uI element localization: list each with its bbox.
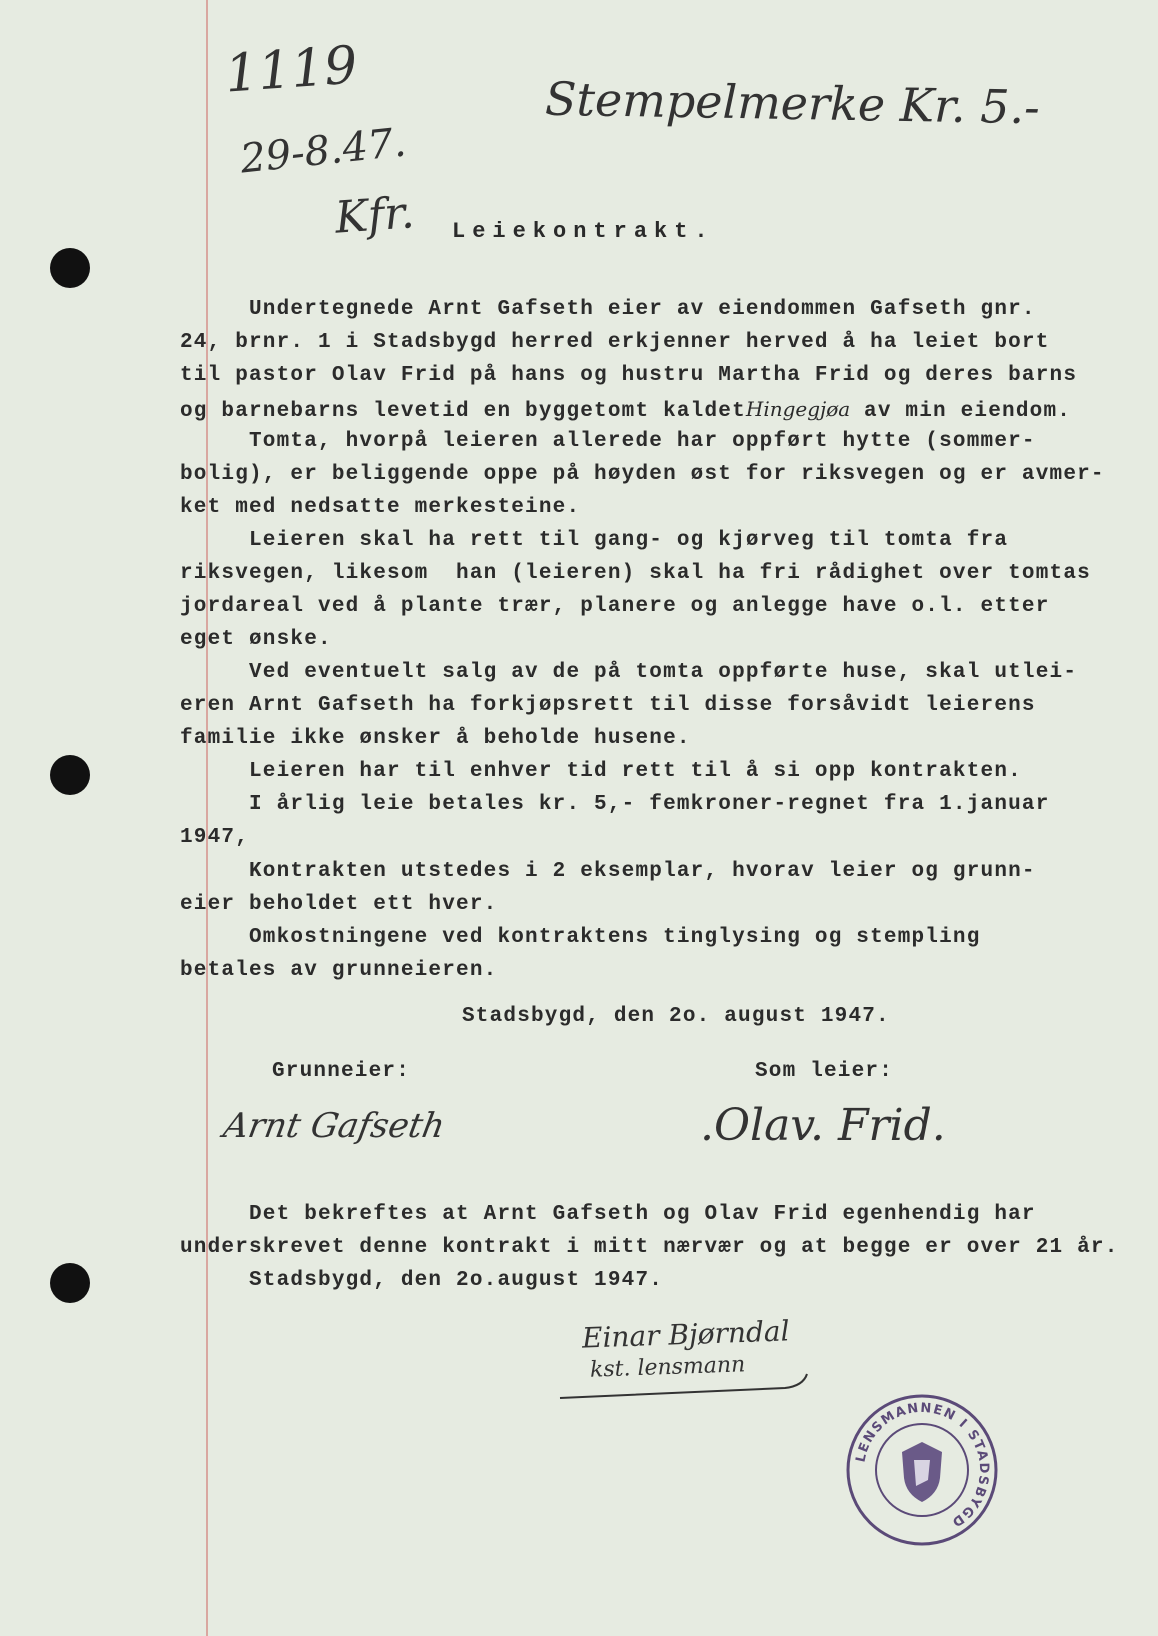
margin-rule <box>206 0 208 1636</box>
stamp-duty-note: Stempelmerke Kr. 5.- <box>544 71 1041 135</box>
official-stamp <box>842 1390 1002 1550</box>
landowner-label: Grunneier: <box>272 1060 411 1083</box>
body-line: Leieren har til enhver tid rett til å si opp kontrakten. <box>180 760 1022 783</box>
body-line: til pastor Olav Frid på hans og hustru Martha Frid og deres barns <box>180 364 1078 387</box>
body-line: Kontrakten utstedes i 2 eksemplar, hvorav leier og grunn- <box>180 860 1036 883</box>
body-line: familie ikke ønsker å beholde husene. <box>180 727 691 750</box>
body-line: bolig), er beliggende oppe på høyden øst for riksvegen og er avmer- <box>180 463 1105 486</box>
attestation-line: underskrevet denne kontrakt i mitt nærvær og at begge er over 21 år. <box>180 1236 1119 1259</box>
body-line: eren Arnt Gafseth ha forkjøpsrett til disse forsåvidt leierens <box>180 694 1036 717</box>
body-line: Leieren skal ha rett til gang- og kjørveg til tomta fra <box>180 529 1009 552</box>
punch-hole-3 <box>50 1263 90 1303</box>
punch-hole-1 <box>50 248 90 288</box>
stamp-text: LENSMANNEN I STADSBYGD <box>853 1400 992 1531</box>
document-title: Leiekontrakt. <box>452 219 715 244</box>
body-line: eget ønske. <box>180 628 332 651</box>
place-date: Stadsbygd, den 2o. august 1947. <box>462 1005 890 1028</box>
tenant-signature: .Olav. Frid. <box>700 1100 946 1151</box>
body-line-4-post: av min eiendom. <box>850 400 1072 423</box>
attestation-line: Stadsbygd, den 2o.august 1947. <box>180 1269 664 1292</box>
punch-hole-2 <box>50 755 90 795</box>
registration-date: 29-8.47. <box>238 119 409 183</box>
body-line: 24, brnr. 1 i Stadsbygd herred erkjenner herved å ha leiet bort <box>180 331 1050 354</box>
signature-underline <box>555 1360 815 1410</box>
body-line: betales av grunneieren. <box>180 959 498 982</box>
official-title: kst. lensmann <box>589 1352 746 1383</box>
body-line: riksvegen, likesom han (leieren) skal ha fri rådighet over tomtas <box>180 562 1091 585</box>
body-line-4 <box>180 397 1071 423</box>
body-line: Tomta, hvorpå leieren allerede har oppført hytte (sommer- <box>180 430 1036 453</box>
clerk-initials: Kfr. <box>333 187 417 244</box>
body-line: Undertegnede Arnt Gafseth eier av eiendommen Gafseth gnr. <box>180 298 1036 321</box>
place-name-handwritten: Hingegjøa <box>745 397 851 421</box>
body-line-4-pre: og barnebarns levetid en byggetomt kaldet <box>180 400 746 423</box>
body-line: 1947, <box>180 826 250 849</box>
body-line: jordareal ved å plante trær, planere og anlegge have o.l. etter <box>180 595 1050 618</box>
body-line: I årlig leie betales kr. 5,- femkroner-regnet fra 1.januar <box>180 793 1050 816</box>
official-signature: Einar Bjørndal <box>581 1314 791 1355</box>
body-line: eier beholdet ett hver. <box>180 893 498 916</box>
tenant-label: Som leier: <box>755 1060 894 1083</box>
attestation-line: Det bekreftes at Arnt Gafseth og Olav Frid egenhendig har <box>180 1203 1036 1226</box>
body-line: ket med nedsatte merkesteine. <box>180 496 581 519</box>
landowner-signature: Arnt Gafseth <box>220 1106 448 1146</box>
registration-number: 1119 <box>223 35 360 105</box>
body-line: Omkostningene ved kontraktens tinglysing og stempling <box>180 926 981 949</box>
body-line: Ved eventuelt salg av de på tomta oppførte huse, skal utlei- <box>180 661 1078 684</box>
